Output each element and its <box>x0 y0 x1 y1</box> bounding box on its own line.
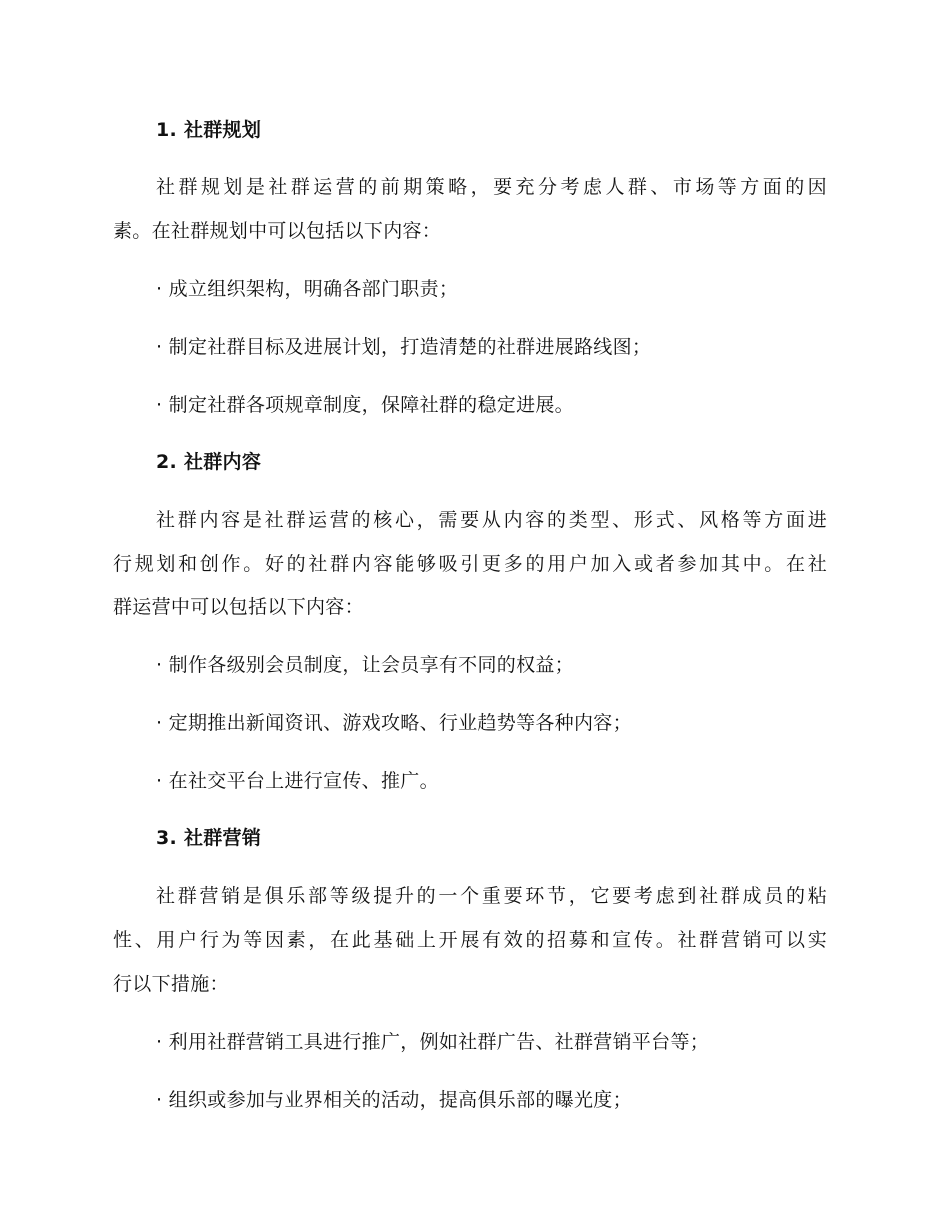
section-2-paragraph-line-2: 行规划和创作。好的社群内容能够吸引更多的用户加入或者参加其中。在社 <box>113 553 827 575</box>
section-1-heading: 1. 社群规划 <box>156 119 262 141</box>
section-2-bullet-1: · 制作各级别会员制度，让会员享有不同的权益； <box>156 654 574 676</box>
section-1-paragraph-line-1: 社群规划是社群运营的前期策略，要充分考虑人群、市场等方面的因 <box>156 176 827 198</box>
section-3-heading: 3. 社群营销 <box>156 827 262 849</box>
section-3-paragraph-line-2: 性、用户行为等因素，在此基础上开展有效的招募和宣传。社群营销可以实 <box>113 929 827 951</box>
section-1-paragraph-line-2: 素。在社群规划中可以包括以下内容： <box>113 220 442 242</box>
section-1-bullet-2: · 制定社群目标及进展计划，打造清楚的社群进展路线图； <box>156 336 652 358</box>
section-2-paragraph-line-3: 群运营中可以包括以下内容： <box>113 596 364 618</box>
section-1-bullet-3: · 制定社群各项规章制度，保障社群的稳定进展。 <box>156 394 574 416</box>
section-1-bullet-1: · 成立组织架构，明确各部门职责； <box>156 278 459 300</box>
section-3-paragraph-line-1: 社群营销是俱乐部等级提升的一个重要环节，它要考虑到社群成员的粘 <box>156 885 827 907</box>
section-2-bullet-2: · 定期推出新闻资讯、游戏攻略、行业趋势等各种内容； <box>156 712 632 734</box>
section-2-heading: 2. 社群内容 <box>156 451 262 473</box>
section-2-bullet-3: · 在社交平台上进行宣传、推广。 <box>156 770 439 792</box>
section-3-bullet-1: · 利用社群营销工具进行推广，例如社群广告、社群营销平台等； <box>156 1031 710 1053</box>
section-2-paragraph-line-1: 社群内容是社群运营的核心，需要从内容的类型、形式、风格等方面进 <box>156 509 827 531</box>
section-3-bullet-2: · 组织或参加与业界相关的活动，提高俱乐部的曝光度； <box>156 1089 632 1111</box>
section-3-paragraph-line-3: 行以下措施： <box>113 973 229 995</box>
